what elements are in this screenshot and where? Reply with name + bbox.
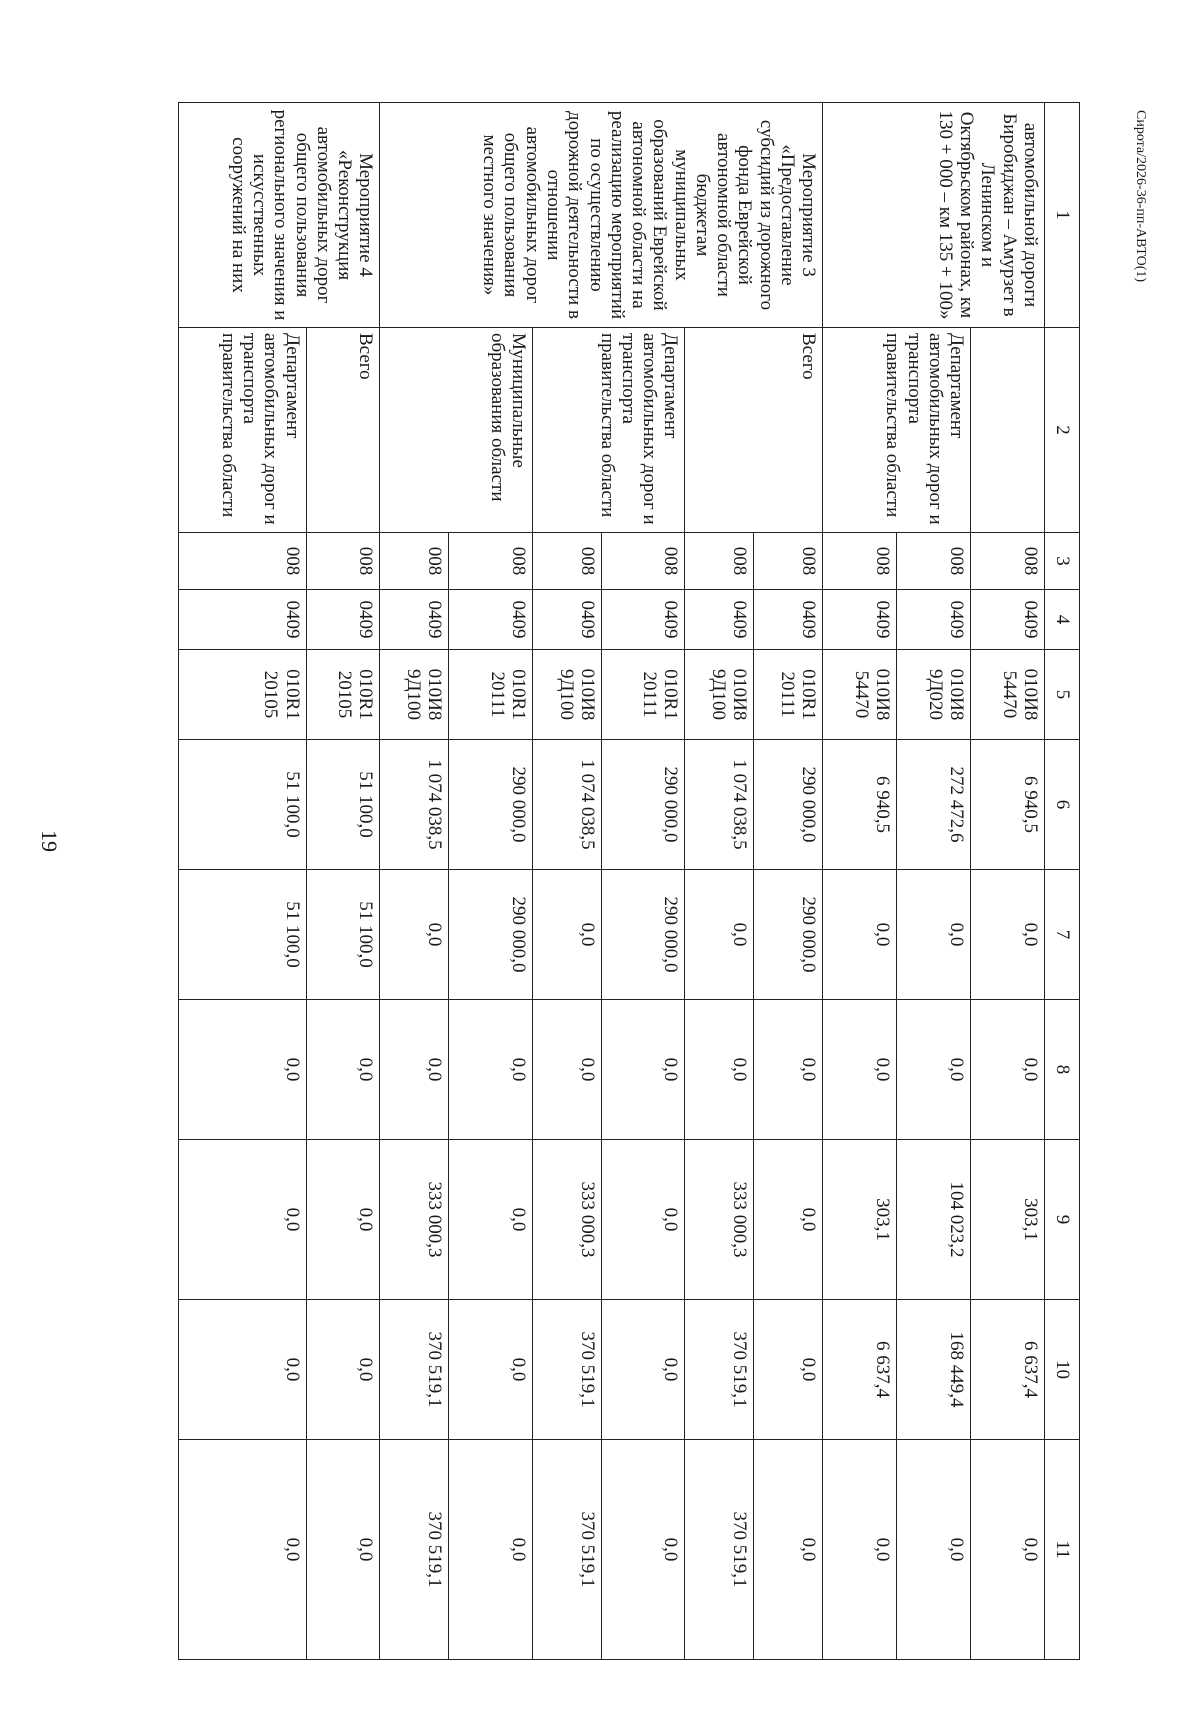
table-row [754,103,823,1660]
cell-c9: 303,1 [823,1140,897,1300]
cell-c10: 0,0 [179,1300,307,1440]
cell-c8: 0,0 [897,1000,971,1140]
executor-cell: Всего [685,328,823,533]
cell-c10: 370 519,1 [685,1300,754,1440]
cell-c6: 272 472,6 [897,740,971,870]
cell-c9: 303,1 [971,1140,1045,1300]
cell-c7: 290 000,0 [754,870,823,1000]
cell-c8: 0,0 [601,1000,685,1140]
measure-name-cell: Мероприятие 3 «Предоставление субсидий из дорожного фонда Еврейской автономной области бюджетам муниципальных образований Еврейской автономной области на реализацию мероприятий по осуществлению дорожной деятельности в отношении автомобильных дорог общего пользования местного значения» [380,103,823,328]
cell-c9: 333 000,3 [685,1140,754,1300]
measure-name-cell: Мероприятие 4 «Реконструкция автомобильных дорог общего пользования регионального значения и искусственных сооружений на них [179,103,381,328]
header-col-6: 6 [1045,740,1080,870]
cell-c9: 0,0 [754,1140,823,1300]
cell-c6: 1 074 038,5 [685,740,754,870]
cell-c6: 1 074 038,5 [380,740,449,870]
cell-c5: 010R1 20111 [754,650,823,740]
cell-c8: 0,0 [380,1000,449,1140]
page-number: 19 [37,830,62,852]
cell-c9: 0,0 [601,1140,685,1300]
cell-c4: 0409 [380,590,449,650]
cell-c3: 008 [823,533,897,590]
cell-c3: 008 [601,533,685,590]
cell-c9: 333 000,3 [533,1140,602,1300]
cell-c7: 0,0 [823,870,897,1000]
cell-c7: 0,0 [533,870,602,1000]
cell-c11: 0,0 [306,1440,380,1660]
cell-c4: 0409 [754,590,823,650]
header-col-4: 4 [1045,590,1080,650]
header-col-5: 5 [1045,650,1080,740]
cell-c4: 0409 [971,590,1045,650]
cell-c10: 0,0 [449,1300,533,1440]
cell-c7: 51 100,0 [306,870,380,1000]
cell-c11: 0,0 [897,1440,971,1660]
header-col-9: 9 [1045,1140,1080,1300]
cell-c7: 0,0 [971,870,1045,1000]
cell-c11: 0,0 [601,1440,685,1660]
cell-c11: 0,0 [823,1440,897,1660]
cell-c3: 008 [533,533,602,590]
cell-c3: 008 [754,533,823,590]
cell-c10: 370 519,1 [380,1300,449,1440]
executor-cell [971,328,1045,533]
cell-c11: 0,0 [449,1440,533,1660]
rotated-table-wrapper [178,102,1080,1659]
table-row [601,103,685,1660]
cell-c8: 0,0 [306,1000,380,1140]
cell-c8: 0,0 [449,1000,533,1140]
executor-cell: Департамент автомобильных дорог и транспорта правительства области [533,328,686,533]
cell-c3: 008 [306,533,380,590]
measure-name-cell: автомобильной дороги Биробиджан – Амурзет в Ленинском и Октябрьском районах, км 130 + 000 – км 135 + 100» [823,103,1045,328]
cell-c4: 0409 [897,590,971,650]
cell-c4: 0409 [685,590,754,650]
cell-c6: 6 940,5 [971,740,1045,870]
cell-c5: 010И8 54470 [823,650,897,740]
cell-c6: 51 100,0 [306,740,380,870]
cell-c5: 010R1 20111 [601,650,685,740]
budget-table [178,102,1080,1660]
cell-c10: 370 519,1 [533,1300,602,1440]
cell-c5: 010R1 20105 [179,650,307,740]
cell-c8: 0,0 [971,1000,1045,1140]
cell-c10: 6 637,4 [823,1300,897,1440]
cell-c4: 0409 [601,590,685,650]
cell-c6: 51 100,0 [179,740,307,870]
header-col-3: 3 [1045,533,1080,590]
cell-c3: 008 [449,533,533,590]
header-row [1045,103,1080,1660]
cell-c4: 0409 [179,590,307,650]
table-row [897,103,971,1660]
cell-c11: 370 519,1 [533,1440,602,1660]
cell-c5: 010R1 20105 [306,650,380,740]
cell-c10: 0,0 [754,1300,823,1440]
header-col-10: 10 [1045,1300,1080,1440]
cell-c8: 0,0 [533,1000,602,1140]
cell-c9: 0,0 [179,1140,307,1300]
cell-c10: 0,0 [601,1300,685,1440]
header-col-7: 7 [1045,870,1080,1000]
cell-c7: 0,0 [380,870,449,1000]
table-row [449,103,533,1660]
executor-cell: Муниципальные образования области [380,328,533,533]
cell-c9: 0,0 [306,1140,380,1300]
cell-c5: 010R1 20111 [449,650,533,740]
cell-c10: 0,0 [306,1300,380,1440]
cell-c5: 010И8 9Д100 [380,650,449,740]
cell-c8: 0,0 [685,1000,754,1140]
cell-c11: 0,0 [179,1440,307,1660]
header-col-8: 8 [1045,1000,1080,1140]
cell-c7: 290 000,0 [601,870,685,1000]
cell-c4: 0409 [306,590,380,650]
cell-c7: 0,0 [685,870,754,1000]
cell-c10: 168 449,4 [897,1300,971,1440]
executor-cell: Департамент автомобильных дорог и транспорта правительства области [179,328,307,533]
header-col-11: 11 [1045,1440,1080,1660]
cell-c9: 104 023,2 [897,1140,971,1300]
cell-c5: 010И8 9Д100 [533,650,602,740]
cell-c9: 0,0 [449,1140,533,1300]
cell-c4: 0409 [823,590,897,650]
cell-c7: 290 000,0 [449,870,533,1000]
cell-c6: 1 074 038,5 [533,740,602,870]
cell-c8: 0,0 [179,1000,307,1140]
cell-c5: 010И8 9Д020 [897,650,971,740]
header-col-1: 1 [1045,103,1080,328]
cell-c4: 0409 [533,590,602,650]
cell-c5: 010И8 9Д100 [685,650,754,740]
cell-c11: 0,0 [971,1440,1045,1660]
cell-c6: 6 940,5 [823,740,897,870]
cell-c6: 290 000,0 [449,740,533,870]
table-row [971,103,1045,1660]
cell-c7: 51 100,0 [179,870,307,1000]
executor-cell: Департамент автомобильных дорог и транспорта правительства области [823,328,971,533]
cell-c3: 008 [971,533,1045,590]
header-col-2: 2 [1045,328,1080,533]
cell-c3: 008 [179,533,307,590]
cell-c11: 370 519,1 [380,1440,449,1660]
cell-c3: 008 [380,533,449,590]
cell-c11: 370 519,1 [685,1440,754,1660]
executor-cell: Всего [306,328,380,533]
cell-c5: 010И8 54470 [971,650,1045,740]
cell-c3: 008 [897,533,971,590]
cell-c7: 0,0 [897,870,971,1000]
table-row [306,103,380,1660]
cell-c6: 290 000,0 [601,740,685,870]
document-code: Сирота/2026-36-пп-АВТО(1) [1133,110,1148,283]
cell-c8: 0,0 [754,1000,823,1140]
cell-c11: 0,0 [754,1440,823,1660]
table-row [179,103,307,1660]
cell-c3: 008 [685,533,754,590]
cell-c6: 290 000,0 [754,740,823,870]
cell-c10: 6 637,4 [971,1300,1045,1440]
cell-c8: 0,0 [823,1000,897,1140]
cell-c4: 0409 [449,590,533,650]
cell-c9: 333 000,3 [380,1140,449,1300]
